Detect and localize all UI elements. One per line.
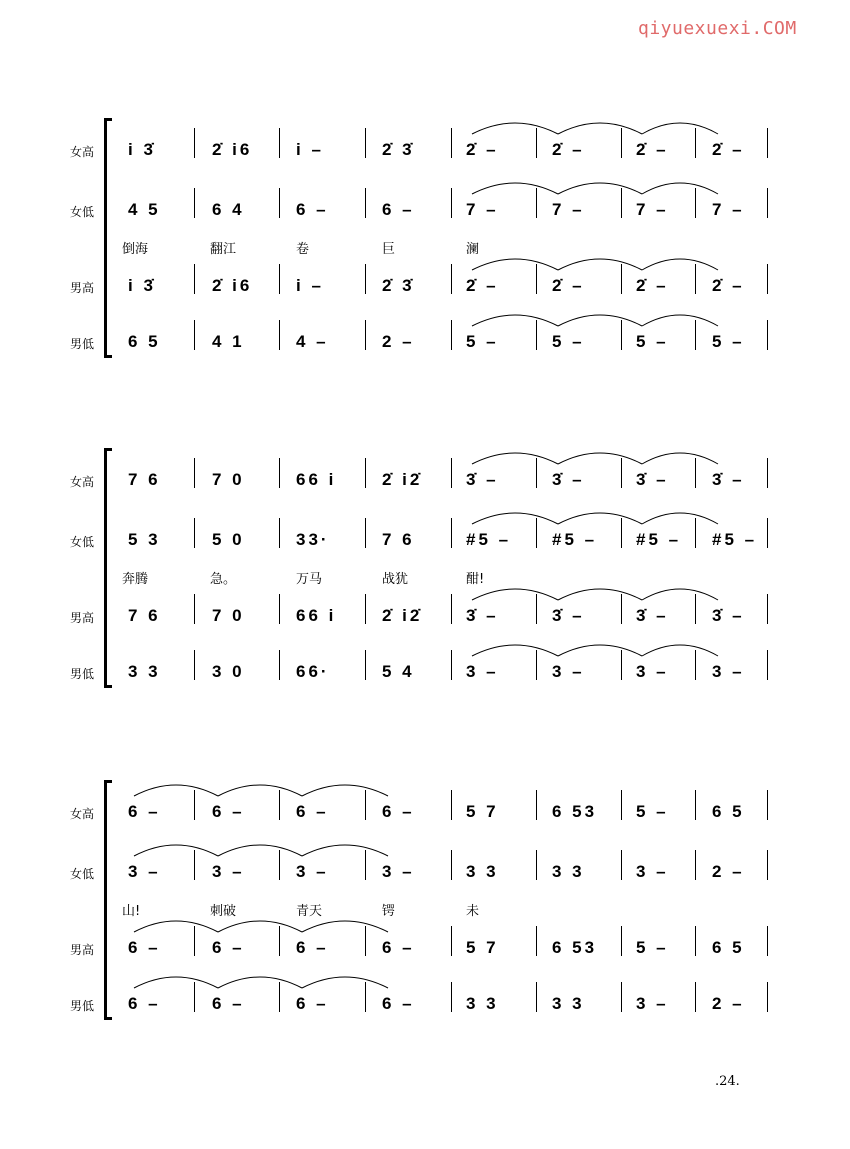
tie-arc bbox=[642, 183, 718, 194]
lyric: 倒海 bbox=[122, 242, 149, 257]
measure: 2̇ – bbox=[712, 276, 745, 295]
measure: 6 – bbox=[128, 938, 161, 957]
tie-arc bbox=[472, 123, 558, 134]
measure: 3̇ – bbox=[552, 606, 585, 625]
tie-arc bbox=[302, 977, 388, 988]
measure: 6 53 bbox=[552, 802, 598, 821]
measure: 2 – bbox=[712, 994, 745, 1013]
tie-arc bbox=[558, 453, 642, 464]
tie-arc bbox=[558, 645, 642, 656]
measure: 3 – bbox=[296, 862, 329, 881]
measure: 3 3 bbox=[466, 862, 499, 881]
tie-arc bbox=[134, 785, 218, 796]
measure: 6 – bbox=[382, 200, 415, 219]
measure: 6 5 bbox=[128, 332, 161, 351]
tie-arc bbox=[558, 513, 642, 524]
measure: 4 – bbox=[296, 332, 329, 351]
lyric: 酣! bbox=[466, 572, 485, 587]
part-label: 男低 bbox=[70, 667, 95, 681]
measure: 3̇ – bbox=[712, 470, 745, 489]
part-label: 男高 bbox=[70, 611, 95, 625]
measure: 5 7 bbox=[466, 802, 499, 821]
lyric: 锷 bbox=[382, 904, 396, 919]
measure: 2̇ – bbox=[636, 276, 669, 295]
measure: 66· bbox=[296, 662, 330, 681]
lyric: 山! bbox=[122, 904, 141, 919]
tie-arc bbox=[558, 589, 642, 600]
part-label: 女高 bbox=[70, 475, 95, 489]
measure: 6 – bbox=[128, 994, 161, 1013]
measure: 5 – bbox=[636, 332, 669, 351]
measure: 6 5 bbox=[712, 802, 745, 821]
measure: 2̇ – bbox=[552, 140, 585, 159]
tie-arc bbox=[472, 589, 558, 600]
measure: 2̇ – bbox=[712, 140, 745, 159]
measure: 6 – bbox=[296, 802, 329, 821]
tie-arc bbox=[558, 183, 642, 194]
tie-arc bbox=[642, 513, 718, 524]
measure: 7 – bbox=[712, 200, 745, 219]
measure: 2̇ – bbox=[466, 276, 499, 295]
measure: 5 – bbox=[636, 938, 669, 957]
tie-arc bbox=[472, 183, 558, 194]
measure: 66 i bbox=[296, 470, 337, 489]
part-label: 男低 bbox=[70, 999, 95, 1013]
measure: #5 – bbox=[636, 530, 682, 549]
measure: 3̇ – bbox=[712, 606, 745, 625]
measure: 3̇ – bbox=[466, 470, 499, 489]
tie-arc bbox=[642, 453, 718, 464]
measure: 2̇ i6 bbox=[212, 140, 253, 159]
tie-arc bbox=[642, 645, 718, 656]
measure: 3 – bbox=[636, 994, 669, 1013]
measure: 2̇ 3̇ bbox=[382, 140, 415, 159]
lyric: 青天 bbox=[296, 904, 323, 919]
measure: 2 – bbox=[712, 862, 745, 881]
tie-arc bbox=[558, 315, 642, 326]
measure: 7 0 bbox=[212, 606, 245, 625]
lyric: 澜 bbox=[466, 242, 480, 257]
measure: 3 3 bbox=[128, 662, 161, 681]
tie-arc bbox=[472, 453, 558, 464]
tie-arc bbox=[472, 645, 558, 656]
measure: 6 – bbox=[296, 994, 329, 1013]
lyric: 巨 bbox=[382, 242, 396, 257]
lyric: 奔腾 bbox=[122, 572, 149, 587]
measure: 3̇ – bbox=[636, 606, 669, 625]
part-label: 女低 bbox=[70, 205, 95, 219]
measure: 6 – bbox=[382, 802, 415, 821]
lyric: 卷 bbox=[296, 242, 310, 257]
measure: 5 0 bbox=[212, 530, 245, 549]
measure: 3 – bbox=[128, 862, 161, 881]
lyric: 翻江 bbox=[210, 242, 237, 257]
measure: 6 – bbox=[296, 938, 329, 957]
measure: 3 – bbox=[212, 862, 245, 881]
measure: 4 5 bbox=[128, 200, 161, 219]
measure: 5 – bbox=[466, 332, 499, 351]
measure: #5 – bbox=[466, 530, 512, 549]
tie-arc bbox=[134, 977, 218, 988]
measure: 2̇ i2̇ bbox=[382, 470, 423, 489]
measure: 6 – bbox=[382, 938, 415, 957]
measure: 33· bbox=[296, 530, 330, 549]
measure: 6 53 bbox=[552, 938, 598, 957]
measure: 5 3 bbox=[128, 530, 161, 549]
measure: 5 – bbox=[552, 332, 585, 351]
tie-arc bbox=[558, 259, 642, 270]
measure: 4 1 bbox=[212, 332, 245, 351]
measure: i – bbox=[296, 276, 324, 295]
tie-arc bbox=[218, 921, 302, 932]
measure: 7 6 bbox=[128, 606, 161, 625]
measure: 3 – bbox=[382, 862, 415, 881]
tie-arc bbox=[134, 845, 218, 856]
part-label: 女高 bbox=[70, 145, 95, 159]
measure: i 3̇ bbox=[128, 276, 156, 295]
measure: 2̇ – bbox=[466, 140, 499, 159]
measure: 3 – bbox=[466, 662, 499, 681]
part-label: 女高 bbox=[70, 807, 95, 821]
measure: 3̇ – bbox=[466, 606, 499, 625]
score-system bbox=[0, 780, 850, 1020]
part-label: 女低 bbox=[70, 535, 95, 549]
tie-arc bbox=[302, 921, 388, 932]
tie-arc bbox=[642, 123, 718, 134]
measure: 3 – bbox=[636, 662, 669, 681]
measure: 7 6 bbox=[128, 470, 161, 489]
site-watermark bbox=[638, 18, 797, 39]
tie-arc bbox=[218, 977, 302, 988]
lyric: 急。 bbox=[210, 572, 237, 587]
measure: 6 – bbox=[212, 802, 245, 821]
measure: 2̇ i2̇ bbox=[382, 606, 423, 625]
measure: 3̇ – bbox=[636, 470, 669, 489]
measure: 7 0 bbox=[212, 470, 245, 489]
tie-arc bbox=[302, 845, 388, 856]
part-label: 男高 bbox=[70, 943, 95, 957]
measure: 5 4 bbox=[382, 662, 415, 681]
measure: 3 – bbox=[712, 662, 745, 681]
measure: 2̇ i6 bbox=[212, 276, 253, 295]
tie-arc bbox=[218, 845, 302, 856]
watermark-text: qiyuexuexi.COM bbox=[638, 18, 797, 39]
measure: 2 – bbox=[382, 332, 415, 351]
measure: i 3̇ bbox=[128, 140, 156, 159]
measure: 7 6 bbox=[382, 530, 415, 549]
measure: 3 3 bbox=[552, 994, 585, 1013]
tie-arc bbox=[472, 513, 558, 524]
tie-arc bbox=[642, 259, 718, 270]
measure: 6 – bbox=[382, 994, 415, 1013]
tie-arc bbox=[134, 921, 218, 932]
measure: 7 – bbox=[552, 200, 585, 219]
lyric: 未 bbox=[466, 904, 480, 919]
tie-arc bbox=[302, 785, 388, 796]
tie-arc bbox=[642, 589, 718, 600]
score-system bbox=[0, 448, 850, 688]
measure: 3 3 bbox=[552, 862, 585, 881]
measure: 6 4 bbox=[212, 200, 245, 219]
tie-arc bbox=[218, 785, 302, 796]
measure: 3 3 bbox=[466, 994, 499, 1013]
measure: 6 – bbox=[296, 200, 329, 219]
measure: 5 – bbox=[712, 332, 745, 351]
part-label: 男低 bbox=[70, 337, 95, 351]
score-system bbox=[0, 118, 850, 358]
measure: 2̇ 3̇ bbox=[382, 276, 415, 295]
measure: 6 5 bbox=[712, 938, 745, 957]
measure: 2̇ – bbox=[636, 140, 669, 159]
measure: i – bbox=[296, 140, 324, 159]
tie-arc bbox=[472, 315, 558, 326]
tie-arc bbox=[558, 123, 642, 134]
page-number: .24. bbox=[715, 1074, 740, 1089]
measure: 3 0 bbox=[212, 662, 245, 681]
measure: 3 – bbox=[636, 862, 669, 881]
measure: 3̇ – bbox=[552, 470, 585, 489]
lyric: 刺破 bbox=[210, 904, 237, 919]
measure: 7 – bbox=[466, 200, 499, 219]
part-label: 男高 bbox=[70, 281, 95, 295]
measure: 6 – bbox=[128, 802, 161, 821]
measure: 3 – bbox=[552, 662, 585, 681]
measure: 6 – bbox=[212, 938, 245, 957]
lyric: 万马 bbox=[296, 572, 323, 587]
measure: #5 – bbox=[712, 530, 758, 549]
measure: 6 – bbox=[212, 994, 245, 1013]
measure: 66 i bbox=[296, 606, 337, 625]
measure: 7 – bbox=[636, 200, 669, 219]
measure: #5 – bbox=[552, 530, 598, 549]
lyric: 战犹 bbox=[382, 572, 409, 587]
tie-arc bbox=[472, 259, 558, 270]
measure: 5 – bbox=[636, 802, 669, 821]
part-label: 女低 bbox=[70, 867, 95, 881]
tie-arc bbox=[642, 315, 718, 326]
measure: 5 7 bbox=[466, 938, 499, 957]
measure: 2̇ – bbox=[552, 276, 585, 295]
